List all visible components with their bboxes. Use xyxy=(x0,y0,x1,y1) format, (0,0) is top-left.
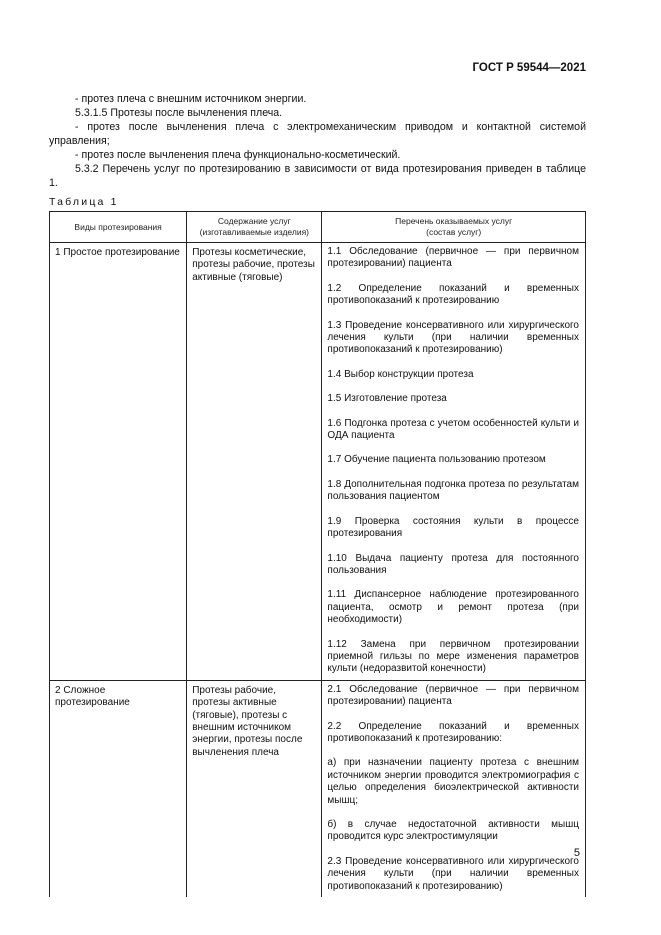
intro-line: - протез плеча с внешним источником энергии. xyxy=(75,93,307,105)
row-type-cell xyxy=(50,243,187,681)
service-item: 1.2 Определение показаний и временных противопоказаний к протезированию xyxy=(327,282,579,307)
row-type: 2 Сложное протезирование xyxy=(55,684,130,709)
service-item: 1.8 Дополнительная подгонка протеза по результатам пользования пациентом xyxy=(327,478,579,503)
table-header-row xyxy=(50,212,586,243)
intro-line: 5.3.1.5 Протезы после вычленения плеча. xyxy=(75,107,283,119)
service-item: б) в случае недостаточной активности мышц проводится курс электростимуляции xyxy=(327,819,579,843)
row-type-cell xyxy=(50,680,187,897)
service-item: 1.5 Изготовление протеза xyxy=(327,393,447,405)
header-services xyxy=(322,212,586,243)
service-item: 1.1 Обследование (первичное — при первичном протезировании) пациента xyxy=(327,246,579,270)
document-header: ГОСТ Р 59544—2021 xyxy=(472,62,586,74)
intro-line: 5.3.2 Перечень услуг по протезированию в зависимости от вида протезирования приведен в таблице 1. xyxy=(49,163,586,189)
table-row xyxy=(50,680,586,897)
service-item: 1.9 Проверка состояния культи в процессе протезирования xyxy=(327,515,579,540)
intro-line: - протез после вычленения плеча с электромеханическим приводом и контактной системой управления; xyxy=(49,121,586,147)
service-item: 1.3 Проведение консервативного или хирургического лечения культи (при наличии временных противопоказаний к протезированию) xyxy=(327,319,579,356)
row-content: Протезы рабочие, протезы активные (тяговые), протезы с внешним источником энергии, протезы после вычленения плеча xyxy=(192,684,303,758)
intro-line: - протез после вычленения плеча функционально-косметический. xyxy=(75,149,401,161)
service-item: 1.11 Диспансерное наблюдение протезированного пациента, осмотр и ремонт протеза (при необходимости) xyxy=(327,589,579,626)
header-services-line2: (состав услуг) xyxy=(426,227,482,237)
service-item: 2.2 Определение показаний и временных противопоказаний к протезированию: xyxy=(327,720,579,744)
row-type: 1 Простое протезирование xyxy=(55,247,180,258)
header-content-line2: (изготавливаемые изделия) xyxy=(199,227,310,237)
header-content xyxy=(187,212,322,243)
service-item: 1.7 Обучение пациента пользованию протезом xyxy=(327,454,546,466)
row-content: Протезы косметические, протезы рабочие, протезы активные (тяговые) xyxy=(192,247,315,283)
row-content-cell xyxy=(187,243,322,681)
page-number: 5 xyxy=(573,847,580,859)
header-type-text: Виды протезирования xyxy=(74,221,162,232)
service-item: а) при назначении пациенту протеза с внешним источником энергии проводится электромиография с целью определения биоэлектрической активности мышц; xyxy=(327,757,579,806)
table-caption: Таблица 1 xyxy=(49,196,119,208)
service-item: 1.10 Выдача пациенту протеза для постоянного пользования xyxy=(327,552,579,576)
header-content-line1: Содержание услуг xyxy=(217,216,291,226)
row-services-cell xyxy=(322,243,586,681)
service-item: 1.6 Подгонка протеза с учетом особенностей культи и ОДА пациента xyxy=(327,417,579,442)
services-table xyxy=(49,211,586,897)
header-type xyxy=(50,212,187,243)
service-item: 1.4 Выбор конструкции протеза xyxy=(327,368,474,380)
intro-text xyxy=(49,92,586,190)
service-item: 1.12 Замена при первичном протезировании приемной гильзы по мере изменения параметров культи (недоразвитой конечности) xyxy=(327,638,579,675)
service-item: 2.1 Обследование (первичное — при первичном протезировании) пациента xyxy=(327,683,579,708)
table-row xyxy=(50,243,586,681)
row-content-cell xyxy=(187,680,322,897)
header-services-line1: Перечень оказываемых услуг xyxy=(395,216,513,226)
row-services-cell xyxy=(322,680,586,897)
service-item: 2.3 Проведение консервативного или хирургического лечения культи (при наличии временных противопоказаний к протезированию) xyxy=(327,855,579,892)
